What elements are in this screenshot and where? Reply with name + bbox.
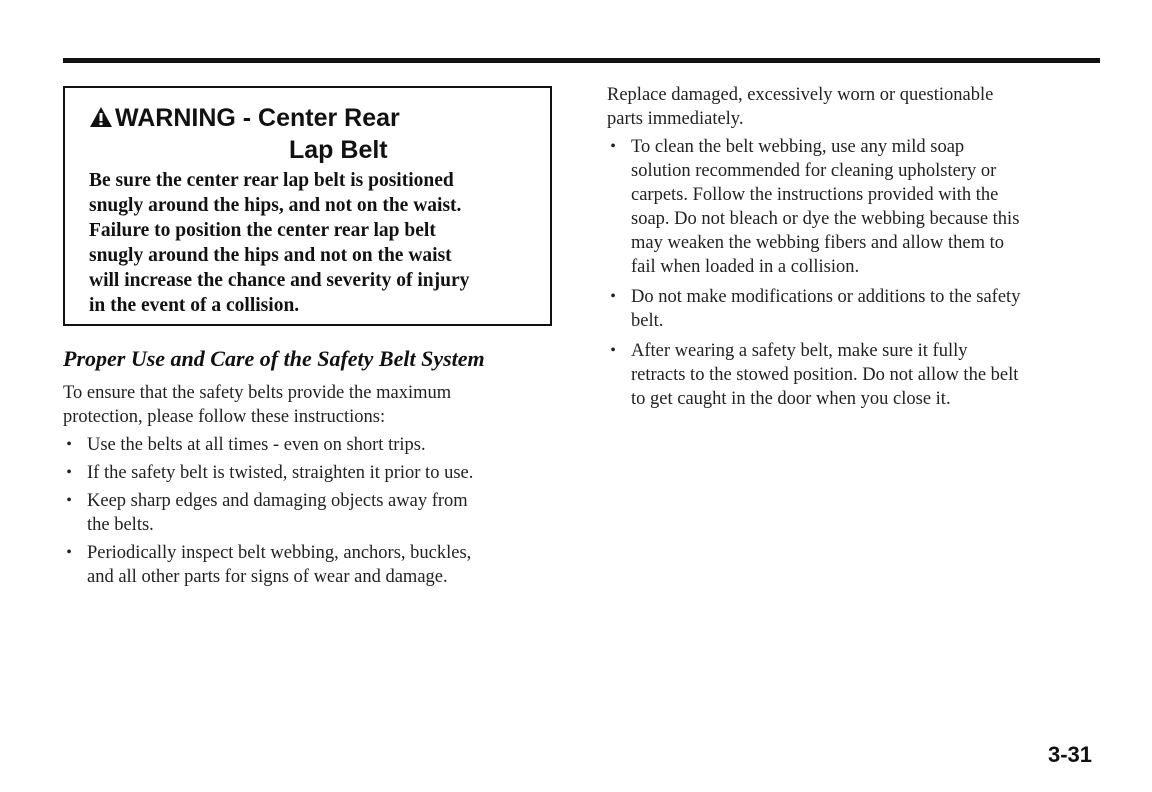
warning-body-line: snugly around the hips and not on the waist: [89, 245, 452, 266]
list-item-text: and all other parts for signs of wear and damage.: [87, 567, 448, 587]
list-item-text: soap. Do not bleach or dye the webbing because this: [631, 209, 1020, 229]
list-item: [607, 285, 1107, 333]
header-rule: [63, 58, 1100, 63]
warning-body-line: Be sure the center rear lap belt is positioned: [89, 170, 454, 191]
warning-triangle-icon: [89, 106, 113, 128]
intro-line: Replace damaged, excessively worn or questionable: [607, 85, 994, 105]
section-intro: [63, 381, 451, 429]
list-item: [63, 541, 563, 589]
list-item-text: Do not make modifications or additions to the safety: [631, 287, 1021, 307]
left-bullet-list: [63, 433, 563, 593]
list-item-text: Keep sharp edges and damaging objects away from: [87, 491, 468, 511]
intro-line: To ensure that the safety belts provide the maximum: [63, 383, 452, 403]
bullet-icon: •: [610, 342, 616, 359]
warning-title: [89, 102, 540, 166]
list-item: [607, 339, 1107, 411]
list-item: [607, 135, 1107, 279]
intro-line: parts immediately.: [607, 109, 744, 129]
bullet-icon: •: [66, 436, 72, 453]
list-item-text: may weaken the webbing fibers and allow them to: [631, 233, 1004, 253]
bullet-icon: •: [66, 492, 72, 509]
list-item-text: fail when loaded in a collision.: [631, 257, 860, 277]
list-item: [63, 489, 563, 537]
warning-title-line1: WARNING - Center Rear: [115, 104, 400, 132]
right-intro: [607, 83, 993, 131]
warning-body-line: will increase the chance and severity of injury: [89, 270, 470, 291]
intro-line: protection, please follow these instructions:: [63, 407, 386, 427]
warning-body-line: Failure to position the center rear lap belt: [89, 220, 436, 241]
list-item-text: belt.: [631, 311, 664, 331]
list-item: [63, 461, 563, 485]
warning-body-line: snugly around the hips, and not on the waist.: [89, 195, 462, 216]
warning-title-line2: Lap Belt: [289, 136, 388, 164]
bullet-icon: •: [66, 544, 72, 561]
list-item-text: to get caught in the door when you close it.: [631, 389, 951, 409]
bullet-icon: •: [610, 138, 616, 155]
page-number: 3-31: [1048, 742, 1093, 767]
list-item-text: solution recommended for cleaning upholstery or: [631, 161, 997, 181]
bullet-icon: •: [610, 288, 616, 305]
list-item-text: To clean the belt webbing, use any mild soap: [631, 137, 965, 157]
list-item-text: If the safety belt is twisted, straighten it prior to use.: [87, 463, 474, 483]
bullet-icon: •: [66, 464, 72, 481]
warning-body: [89, 168, 540, 318]
warning-body-line: in the event of a collision.: [89, 295, 300, 316]
right-bullet-list: [607, 135, 1107, 417]
warning-box: [63, 86, 552, 326]
list-item-text: Use the belts at all times - even on short trips.: [87, 435, 426, 455]
list-item-text: After wearing a safety belt, make sure it fully: [631, 341, 968, 361]
list-item-text: retracts to the stowed position. Do not allow the belt: [631, 365, 1019, 385]
list-item: [63, 433, 563, 457]
section-heading: Proper Use and Care of the Safety Belt System: [63, 346, 485, 371]
list-item-text: the belts.: [87, 515, 154, 535]
list-item-text: carpets. Follow the instructions provided with the: [631, 185, 999, 205]
list-item-text: Periodically inspect belt webbing, anchors, buckles,: [87, 543, 472, 563]
